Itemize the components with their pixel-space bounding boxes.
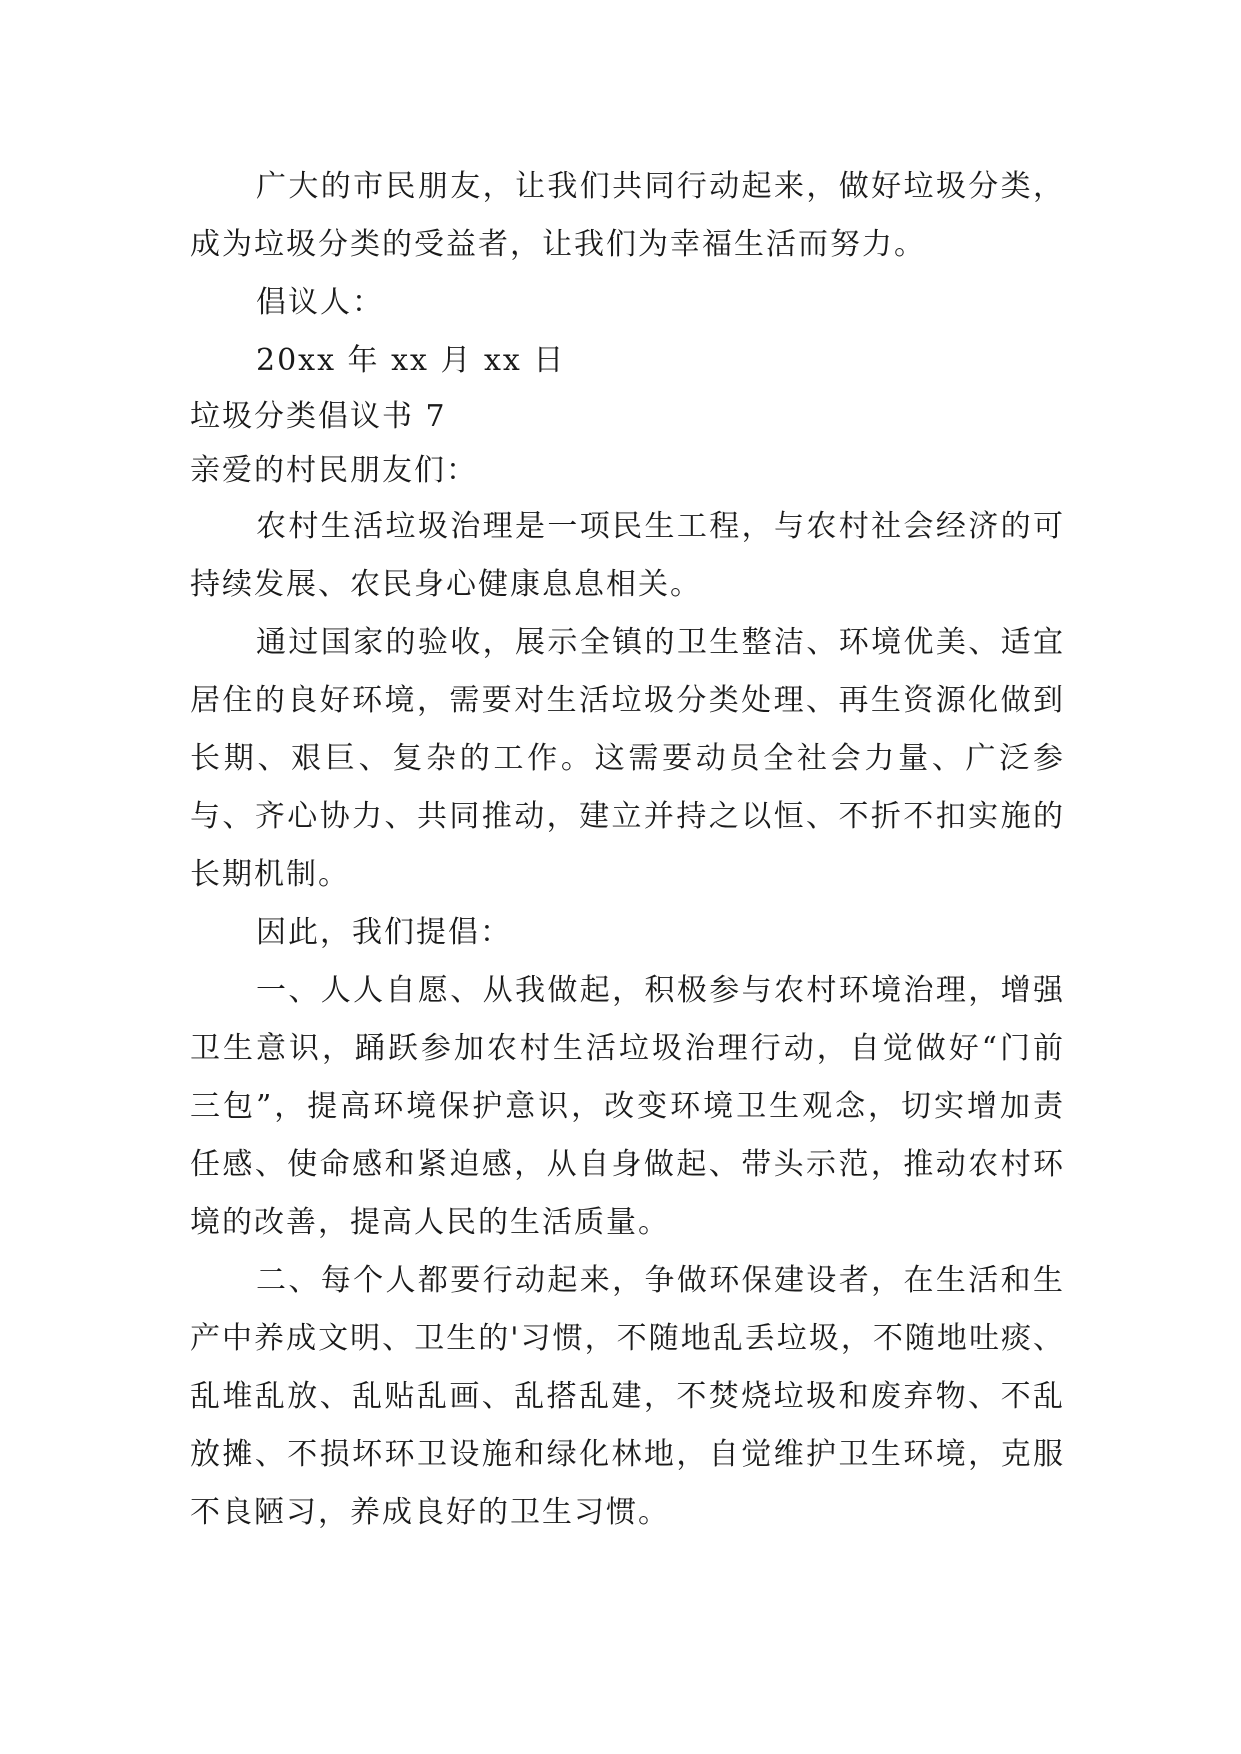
paragraph-proposer: 倡议人： [256,285,384,320]
paragraph-point-two: 二、每个人都要行动起来，争做环保建设者，在生活和生产中养成文明、卫生的'习惯，不随地乱丢垃圾，不随地吐痰、乱堆乱放、乱贴乱画、乱搭乱建，不焚烧垃圾和废弃物、不乱放摊、不损坏环卫设施和绿化林地，自觉维护卫生环境，克服不良陋习，养成良好的卫生习惯。 [190,1263,1065,1530]
paragraph-closing-appeal: 广大的市民朋友，让我们共同行动起来，做好垃圾分类，成为垃圾分类的受益者，让我们为幸福生活而努力。 [190,169,1065,262]
section-heading: 垃圾分类倡议书 7 [190,399,447,434]
paragraph-point-one: 一、人人自愿、从我做起，积极参与农村环境治理，增强卫生意识，踊跃参加农村生活垃圾治理行动，自觉做好“门前三包”，提高环境保护意识，改变环境卫生观念，切实增加责任感、使命感和紧迫感，从自身做起、带头示范，推动农村环境的改善，提高人民的生活质量。 [190,973,1065,1240]
salutation: 亲爱的村民朋友们： [190,453,478,488]
paragraph-proposal-lead: 因此，我们提倡： [256,915,512,950]
document-body [190,158,1065,1542]
paragraph-acceptance: 通过国家的验收，展示全镇的卫生整洁、环境优美、适宜居住的良好环境，需要对生活垃圾分类处理、再生资源化做到长期、艰巨、复杂的工作。这需要动员全社会力量、广泛参与、齐心协力、共同推动，建立并持之以恒、不折不扣实施的长期机制。 [190,625,1065,892]
paragraph-intro: 农村生活垃圾治理是一项民生工程，与农村社会经济的可持续发展、农民身心健康息息相关。 [190,509,1065,602]
paragraph-date: 20xx 年 xx 月 xx 日 [256,343,566,378]
